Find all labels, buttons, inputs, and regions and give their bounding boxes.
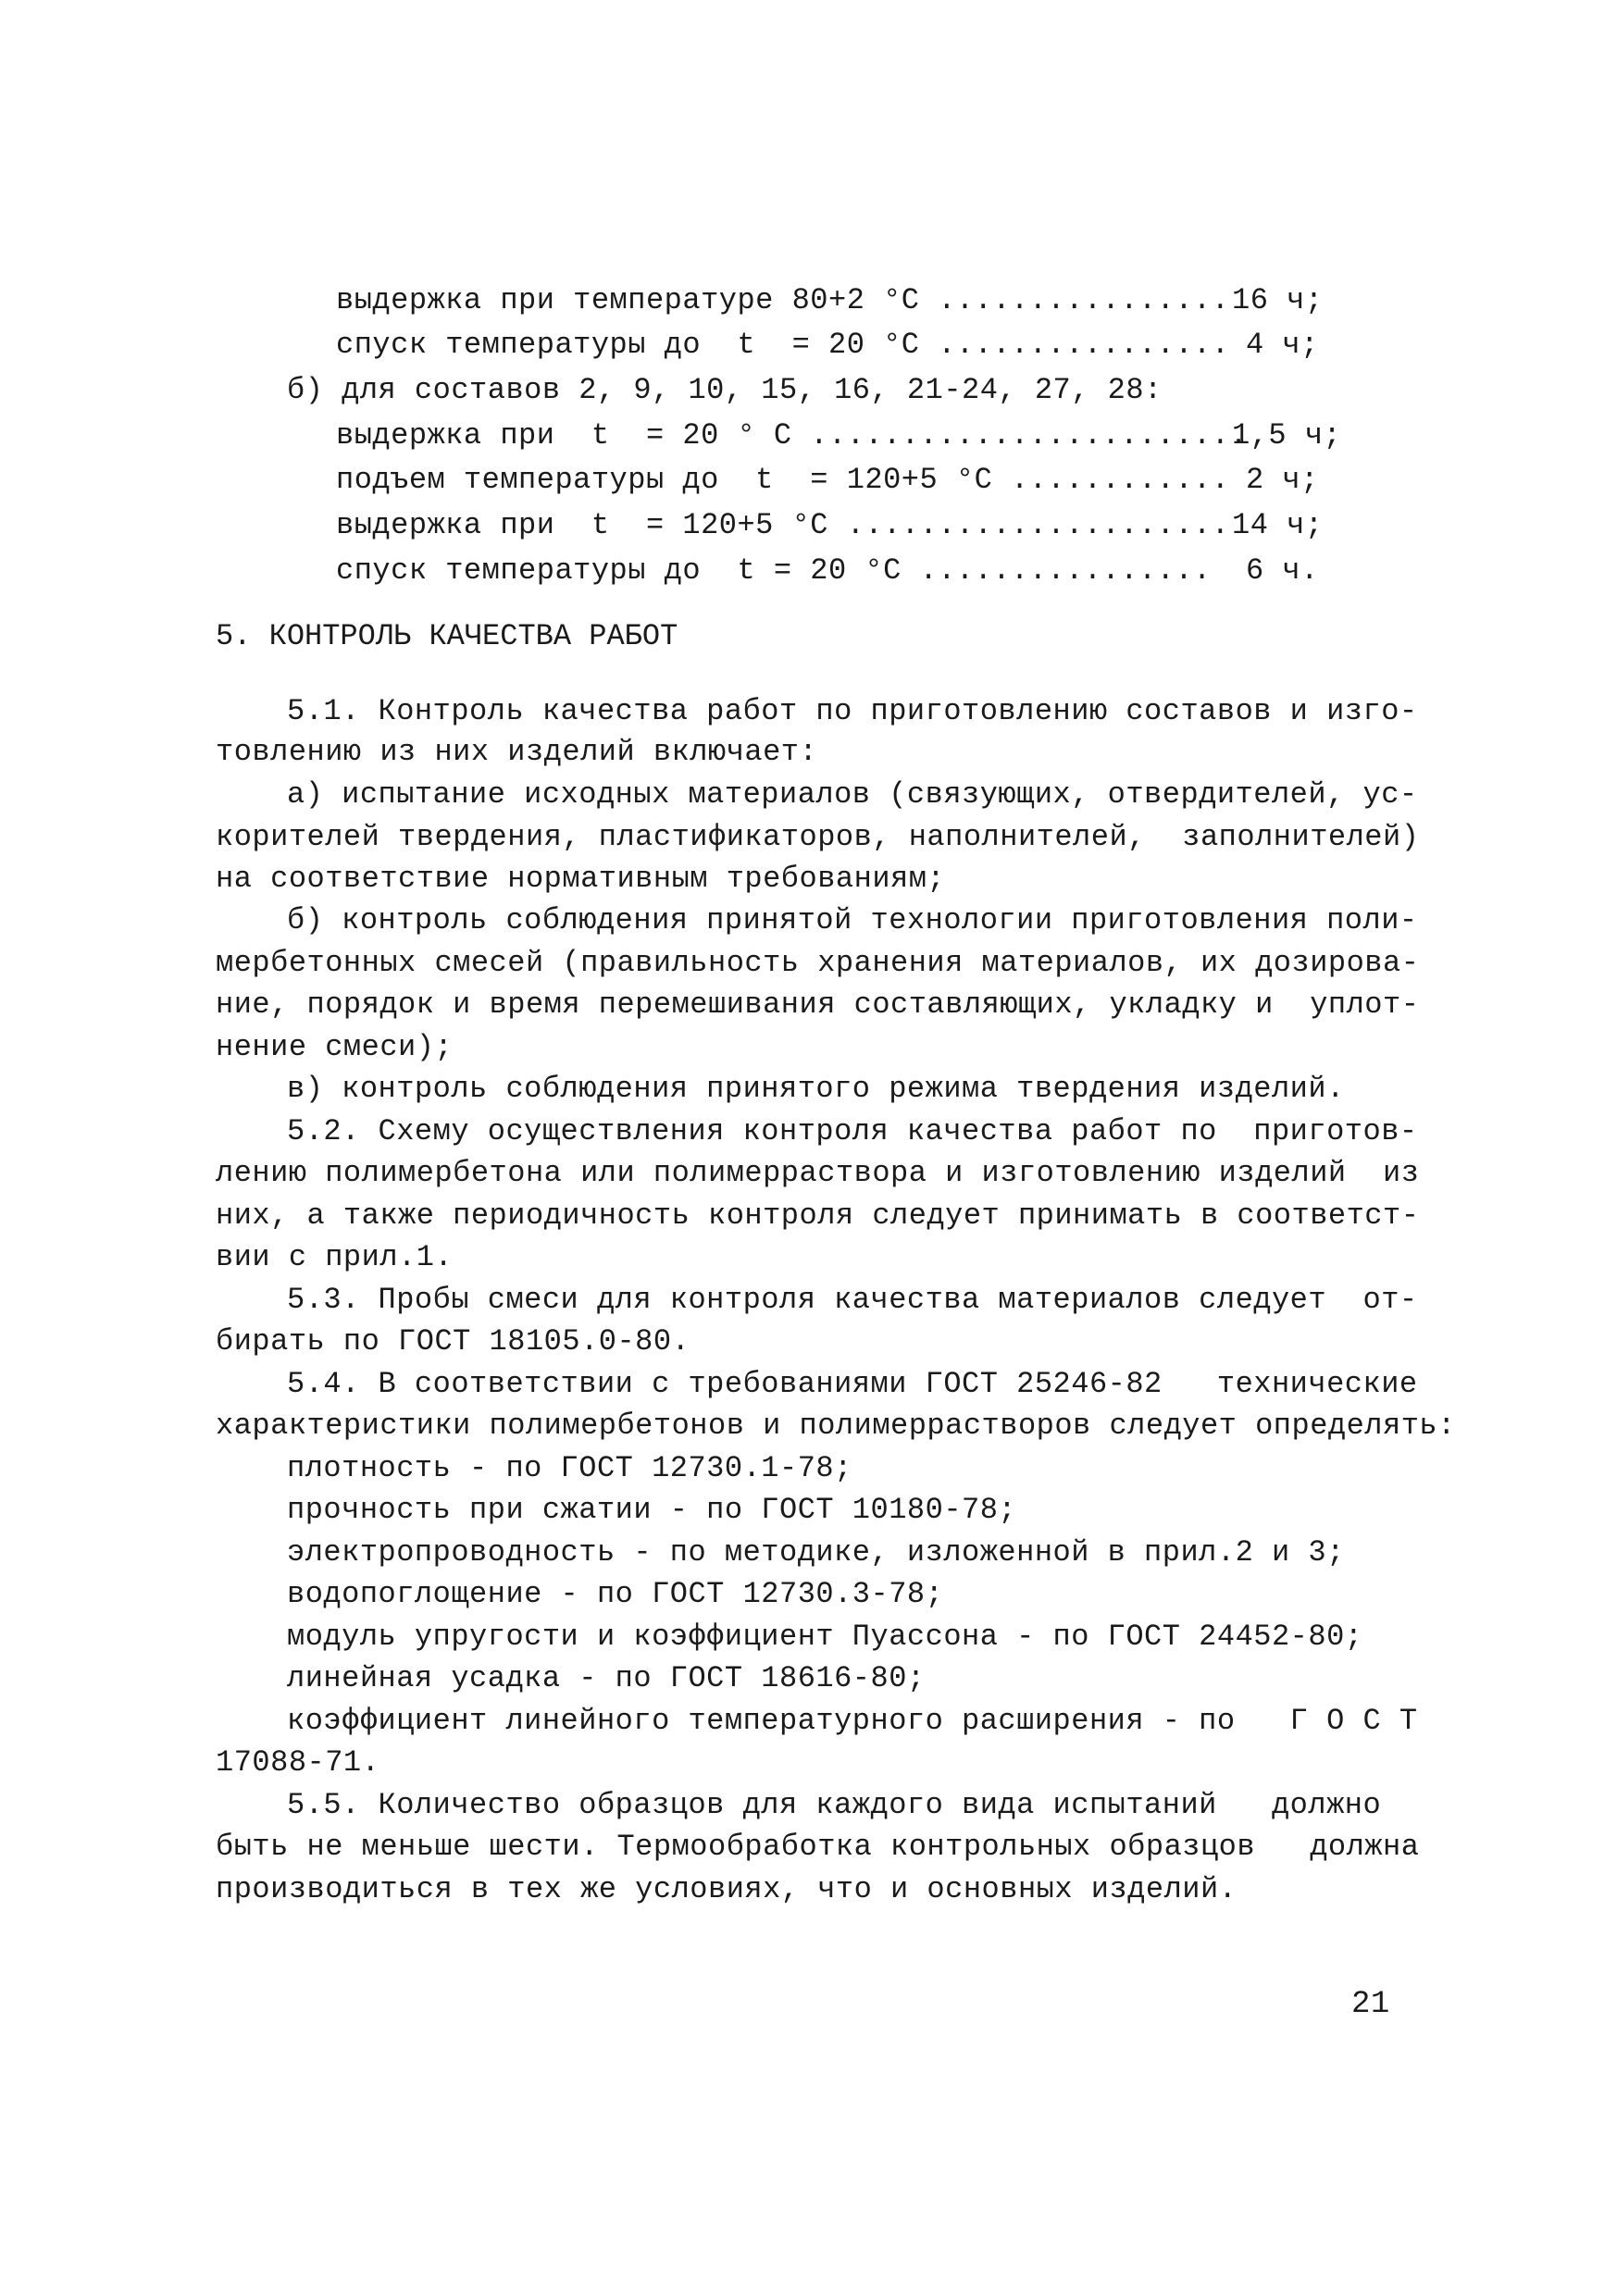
schedule-value: 1,5 ч; [1232,418,1342,453]
dot-leader: ................ [919,553,1212,588]
text-line: мербетонных смесей (правильность хранения материалов, их дозирова- [216,946,1420,980]
text-line: лению полимербетона или полимерраствора и изготовлению изделий из [216,1156,1420,1190]
text-line: быть не меньше шести. Термообработка контрольных образцов должна [216,1830,1420,1864]
dot-leader: ................ [938,328,1230,362]
text-line: на соответствие нормативным требованиям; [216,862,946,896]
text-line: товлению из них изделий включает: [216,735,818,769]
schedule-row-4 [336,462,1229,499]
dot-leader: ................ [938,283,1230,317]
schedule-value: 16 ч; [1232,283,1324,317]
list-item-c: в) контроль соблюдения принятого режима твердения изделий. [287,1072,1345,1106]
list-item: линейная усадка - по ГОСТ 18616-80; [287,1661,926,1695]
schedule-subheading: б) для составов 2, 9, 10, 15, 16, 21-24, 27, 28: [287,373,1163,407]
list-item-a: а) испытание исходных материалов (связующих, отвердителей, ус- [287,777,1418,812]
dot-leader: ............ [1011,463,1230,497]
text-line: корителей твердения, пластификаторов, наполнителей, заполнителей) [216,820,1420,854]
paragraph-5-4: 5.4. В соответствии с требованиями ГОСТ 25246-82 технические [287,1367,1418,1401]
page-number: 21 [1351,1987,1390,2022]
list-item: прочность при сжатии - по ГОСТ 10180-78; [287,1493,1017,1527]
schedule-value: 4 ч; [1246,328,1319,362]
schedule-label: подъем температуры до t = 120+5 °С [336,463,993,497]
text-line: вии с прил.1. [216,1240,454,1274]
schedule-row-2 [336,327,1229,364]
text-line: 17088-71. [216,1745,380,1780]
paragraph-5-5: 5.5. Количество образцов для каждого вида испытаний должно [287,1788,1382,1822]
schedule-label: выдержка при t = 20 ° С [336,418,792,453]
text-line: бирать по ГОСТ 18105.0-80. [216,1324,690,1359]
section-heading: 5. КОНТРОЛЬ КАЧЕСТВА РАБОТ [216,619,678,653]
schedule-row-1 [336,282,1229,319]
list-item: модуль упругости и коэффициент Пуассона - по ГОСТ 24452-80; [287,1620,1363,1654]
list-item: плотность - по ГОСТ 12730.1-78; [287,1451,852,1485]
schedule-value: 2 ч; [1246,463,1319,497]
paragraph-5-3: 5.3. Пробы смеси для контроля качества материалов следует от- [287,1283,1418,1317]
text-line: них, а также периодичность контроля следует принимать в соответст- [216,1198,1420,1233]
paragraph-5-2: 5.2. Схему осуществления контроля качества работ по приготов- [287,1114,1418,1148]
text-line: ние, порядок и время перемешивания составляющих, укладку и уплот- [216,987,1420,1022]
schedule-row-6 [336,552,1212,590]
schedule-value: 6 ч. [1246,553,1319,588]
dot-leader: ..................... [846,508,1230,542]
list-item: коэффициент линейного температурного расширения - по Г О С Т [287,1704,1418,1738]
paragraph-5-1: 5.1. Контроль качества работ по приготовлению составов и изго- [287,694,1418,728]
list-item: водопоглощение - по ГОСТ 12730.3-78; [287,1577,944,1611]
schedule-value: 14 ч; [1232,508,1324,542]
schedule-row-3 [336,417,1248,454]
schedule-row-5 [336,507,1229,544]
list-item-b: б) контроль соблюдения принятой технологии приготовления поли- [287,903,1418,937]
text-line: производиться в тех же условиях, что и основных изделий. [216,1872,1238,1906]
dot-leader: ........................ [810,418,1249,453]
list-item: электропроводность - по методике, изложенной в прил.2 и 3; [287,1535,1345,1570]
schedule-label: спуск температуры до t = 20 °С [336,553,902,588]
schedule-label: спуск температуры до t = 20 °С [336,328,920,362]
schedule-label: выдержка при t = 120+5 °С [336,508,828,542]
schedule-label: выдержка при температуре 80+2 °С [336,283,920,317]
text-line: характеристики полимербетонов и полимеррастворов следует определять: [216,1409,1456,1443]
text-line: нение смеси); [216,1030,454,1064]
